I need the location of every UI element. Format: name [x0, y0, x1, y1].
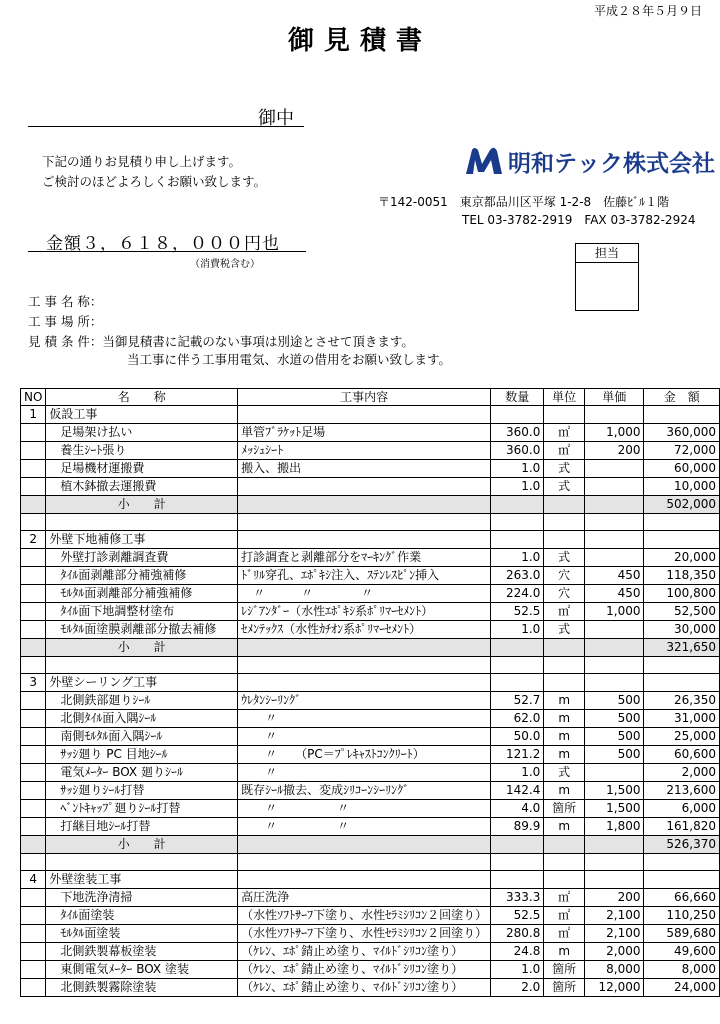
cell-content: 〃 〃 [238, 800, 491, 818]
cell-no [21, 496, 46, 514]
cell-content: 〃 （PC＝ﾌﾟﾚｷｬｽﾄｺﾝｸﾘｰﾄ） [238, 746, 491, 764]
header-amount: 金 額 [644, 389, 720, 406]
cell-price: 450 [585, 567, 644, 585]
cell-content [238, 871, 491, 889]
cell-unit [544, 406, 585, 424]
cell-qty [491, 674, 544, 692]
cell-no [21, 818, 46, 836]
cell-amount: 6,000 [644, 800, 720, 818]
cell-name: 北側鉄製霧除塗装 [46, 979, 238, 997]
cell-unit: ㎡ [544, 442, 585, 460]
cell-content [238, 657, 491, 674]
cell-content: 〃 [238, 764, 491, 782]
cell-content: ｾﾒﾝﾃｯｸｽ（水性ｶﾁｵﾝ系ﾎﾟﾘﾏｰｾﾒﾝﾄ） [238, 621, 491, 639]
cell-unit: m [544, 943, 585, 961]
cell-qty [491, 406, 544, 424]
cell-content: （ｹﾚﾝ、ｴﾎﾟ錆止め塗り、ﾏｲﾙﾄﾞｼﾘｺﾝ塗り） [238, 961, 491, 979]
cell-qty: 142.4 [491, 782, 544, 800]
cell-no [21, 692, 46, 710]
document-title: 御見積書 [287, 26, 432, 56]
cell-content [238, 478, 491, 496]
cell-unit [544, 871, 585, 889]
header-price: 単価 [585, 389, 644, 406]
cell-content: （ｹﾚﾝ、ｴﾎﾟ錆止め塗り、ﾏｲﾙﾄﾞｼﾘｺﾝ塗り） [238, 943, 491, 961]
cell-amount: 8,000 [644, 961, 720, 979]
header-no: NO [21, 389, 46, 406]
cell-amount [644, 657, 720, 674]
table-row [21, 800, 720, 818]
cell-content: （ｹﾚﾝ、ｴﾎﾟ錆止め塗り、ﾏｲﾙﾄﾞｼﾘｺﾝ塗り） [238, 979, 491, 997]
category-row [21, 406, 720, 424]
cell-price [585, 514, 644, 531]
cell-unit [544, 496, 585, 514]
cell-qty: 360.0 [491, 442, 544, 460]
cell-no [21, 961, 46, 979]
table-row [21, 764, 720, 782]
intro-line-2: ご検討のほどよろしくお願い致します。 [42, 174, 267, 189]
table-row [21, 925, 720, 943]
cell-amount: 66,660 [644, 889, 720, 907]
cell-name: ﾀｲﾙ面下地調整材塗布 [46, 603, 238, 621]
cell-amount: 52,500 [644, 603, 720, 621]
cell-no: 1 [21, 406, 46, 424]
tax-note: （消費税含む） [190, 259, 260, 270]
cell-price [585, 674, 644, 692]
cell-no [21, 442, 46, 460]
cell-name: ﾀｲﾙ面塗装 [46, 907, 238, 925]
cell-no [21, 585, 46, 603]
table-row [21, 907, 720, 925]
table-row [21, 478, 720, 496]
cell-content: 〃 〃 〃 [238, 585, 491, 603]
cell-qty: 1.0 [491, 621, 544, 639]
cell-price [585, 836, 644, 854]
cell-amount: 10,000 [644, 478, 720, 496]
header-qty: 数量 [491, 389, 544, 406]
cell-amount [644, 674, 720, 692]
cell-unit: 箇所 [544, 800, 585, 818]
cell-price [585, 496, 644, 514]
cell-content: ｳﾚﾀﾝｼｰﾘﾝｸﾞ [238, 692, 491, 710]
table-row [21, 889, 720, 907]
cell-amount: 60,000 [644, 460, 720, 478]
cell-name: 小 計 [46, 496, 238, 514]
cell-qty: 121.2 [491, 746, 544, 764]
cell-no [21, 925, 46, 943]
cell-price: 200 [585, 442, 644, 460]
cell-unit [544, 514, 585, 531]
cell-amount: 161,820 [644, 818, 720, 836]
cell-qty [491, 496, 544, 514]
cell-content: 〃 〃 [238, 818, 491, 836]
cell-qty: 89.9 [491, 818, 544, 836]
cell-price [585, 639, 644, 657]
category-row [21, 674, 720, 692]
cell-name: 外壁塗装工事 [46, 871, 238, 889]
company-phone: TEL 03-3782-2919 FAX 03-3782-2924 [462, 213, 696, 227]
cell-amount: 49,600 [644, 943, 720, 961]
cell-price: 8,000 [585, 961, 644, 979]
cell-no: 4 [21, 871, 46, 889]
cell-price: 1,500 [585, 800, 644, 818]
cell-amount: 526,370 [644, 836, 720, 854]
cell-no [21, 728, 46, 746]
cell-qty: 2.0 [491, 979, 544, 997]
cell-no [21, 710, 46, 728]
cell-unit: 式 [544, 764, 585, 782]
project-name-label: 工 事 名 称： [28, 294, 103, 309]
cell-unit: ㎡ [544, 925, 585, 943]
cell-price [585, 871, 644, 889]
table-row [21, 621, 720, 639]
cell-qty: 333.3 [491, 889, 544, 907]
cell-no [21, 603, 46, 621]
cell-price [585, 549, 644, 567]
cell-unit: 式 [544, 478, 585, 496]
cell-no [21, 567, 46, 585]
table-row [21, 549, 720, 567]
cell-no [21, 639, 46, 657]
cell-unit: ㎡ [544, 907, 585, 925]
cell-no [21, 943, 46, 961]
client-name-line [28, 104, 304, 127]
cell-content: 〃 [238, 728, 491, 746]
cell-amount: 110,250 [644, 907, 720, 925]
cell-price [585, 764, 644, 782]
cell-no [21, 549, 46, 567]
table-row [21, 567, 720, 585]
cell-price [585, 854, 644, 871]
cell-no [21, 889, 46, 907]
cell-amount [644, 854, 720, 871]
person-in-charge-label: 担当 [576, 244, 638, 263]
cell-qty: 224.0 [491, 585, 544, 603]
cell-name [46, 657, 238, 674]
cell-amount: 118,350 [644, 567, 720, 585]
project-site-label: 工 事 場 所： [28, 314, 103, 329]
cell-amount [644, 871, 720, 889]
cell-name: ﾍﾞﾝﾄｷｬｯﾌﾟ廻りｼｰﾙ打替 [46, 800, 238, 818]
cell-amount: 24,000 [644, 979, 720, 997]
subtotal-row [21, 496, 720, 514]
cell-no [21, 800, 46, 818]
company-name: 明和テック株式会社 [508, 151, 715, 177]
table-row [21, 460, 720, 478]
cell-amount: 30,000 [644, 621, 720, 639]
cell-name: 小 計 [46, 639, 238, 657]
cell-no [21, 621, 46, 639]
cell-no [21, 657, 46, 674]
estimate-table [20, 388, 720, 997]
cell-unit: 箇所 [544, 961, 585, 979]
table-row [21, 979, 720, 997]
cell-qty: 52.5 [491, 603, 544, 621]
cell-content: 打診調査と剥離部分をﾏｰｷﾝｸﾞ作業 [238, 549, 491, 567]
conditions-line-2: 当工事に伴う工事用電気、水道の借用をお願い致します。 [127, 352, 452, 367]
total-amount: 金額３，６１８，０００円也 [46, 234, 280, 254]
cell-qty: 1.0 [491, 478, 544, 496]
cell-price: 1,500 [585, 782, 644, 800]
cell-amount: 2,000 [644, 764, 720, 782]
cell-price: 500 [585, 728, 644, 746]
cell-name: ﾓﾙﾀﾙ面塗膜剥離部分撤去補修 [46, 621, 238, 639]
cell-qty: 52.5 [491, 907, 544, 925]
cell-amount: 60,600 [644, 746, 720, 764]
cell-unit [544, 531, 585, 549]
cell-unit: m [544, 746, 585, 764]
cell-qty: 1.0 [491, 549, 544, 567]
cell-name: 北側ﾀｲﾙ面入隅ｼｰﾙ [46, 710, 238, 728]
spacer-row [21, 854, 720, 871]
cell-qty [491, 657, 544, 674]
cell-price: 2,000 [585, 943, 644, 961]
cell-unit: m [544, 728, 585, 746]
cell-name: 打継目地ｼｰﾙ打替 [46, 818, 238, 836]
cell-name: 植木鉢撤去運搬費 [46, 478, 238, 496]
header-name: 名 称 [46, 389, 238, 406]
cell-qty: 24.8 [491, 943, 544, 961]
header-unit: 単位 [544, 389, 585, 406]
cell-name: 足場架け払い [46, 424, 238, 442]
cell-price [585, 460, 644, 478]
cell-qty: 4.0 [491, 800, 544, 818]
cell-amount: 26,350 [644, 692, 720, 710]
cell-name: ﾓﾙﾀﾙ面剥離部分補強補修 [46, 585, 238, 603]
conditions-label: 見 積 条 件：当御見積書に記載のない事項は別途とさせて頂きます。 [28, 334, 414, 349]
subtotal-row [21, 639, 720, 657]
cell-content: 単管ﾌﾞﾗｹｯﾄ足場 [238, 424, 491, 442]
cell-no [21, 424, 46, 442]
cell-price [585, 531, 644, 549]
cell-price: 200 [585, 889, 644, 907]
cell-no [21, 854, 46, 871]
cell-content: ﾒｯｼｭｼｰﾄ [238, 442, 491, 460]
cell-price: 12,000 [585, 979, 644, 997]
cell-content: 既存ｼｰﾙ撤去、変成ｼﾘｺｰﾝｼｰﾘﾝｸﾞ [238, 782, 491, 800]
company-address: 〒142-0051 東京都品川区平塚 1-2-8 佐藤ﾋﾞﾙ１階 [378, 195, 670, 209]
cell-price [585, 621, 644, 639]
cell-content [238, 854, 491, 871]
cell-name: 養生ｼｰﾄ張り [46, 442, 238, 460]
table-row [21, 782, 720, 800]
cell-name: 小 計 [46, 836, 238, 854]
cell-amount [644, 531, 720, 549]
cell-name: ﾀｲﾙ面剥離部分補強補修 [46, 567, 238, 585]
cell-unit: 穴 [544, 585, 585, 603]
table-row [21, 818, 720, 836]
cell-no [21, 979, 46, 997]
cell-qty: 1.0 [491, 460, 544, 478]
company-logo-mark-icon [464, 146, 504, 176]
cell-no [21, 836, 46, 854]
cell-amount: 321,650 [644, 639, 720, 657]
cell-name [46, 514, 238, 531]
cell-name: 外壁シーリング工事 [46, 674, 238, 692]
cell-name: 北側鉄部廻りｼｰﾙ [46, 692, 238, 710]
table-row [21, 442, 720, 460]
cell-content: （水性ｿﾌﾄｻｰﾌ下塗り、水性ｾﾗﾐｼﾘｺﾝ２回塗り） [238, 925, 491, 943]
cell-content [238, 514, 491, 531]
cell-unit: m [544, 782, 585, 800]
cell-qty: 52.7 [491, 692, 544, 710]
table-row [21, 710, 720, 728]
cell-unit: m [544, 692, 585, 710]
cell-price: 2,100 [585, 925, 644, 943]
cell-qty: 62.0 [491, 710, 544, 728]
table-header-row [21, 389, 720, 406]
cell-amount: 589,680 [644, 925, 720, 943]
category-row [21, 871, 720, 889]
cell-no [21, 764, 46, 782]
document-date: 平成２８年５月９日 [593, 4, 702, 18]
table-row [21, 728, 720, 746]
cell-name: 外壁打診剥離調査費 [46, 549, 238, 567]
table-row [21, 943, 720, 961]
cell-content: 〃 [238, 710, 491, 728]
cell-unit [544, 639, 585, 657]
cell-qty [491, 514, 544, 531]
cell-name: ｻｯｼ廻り PC 目地ｼｰﾙ [46, 746, 238, 764]
table-body [21, 406, 720, 997]
cell-no [21, 782, 46, 800]
cell-no: 3 [21, 674, 46, 692]
cell-content: 高圧洗浄 [238, 889, 491, 907]
cell-qty: 360.0 [491, 424, 544, 442]
cell-name: 電気ﾒｰﾀｰ BOX 廻りｼｰﾙ [46, 764, 238, 782]
table-row [21, 961, 720, 979]
cell-unit: m [544, 818, 585, 836]
cell-price [585, 478, 644, 496]
cell-content [238, 531, 491, 549]
header-content: 工事内容 [238, 389, 491, 406]
person-in-charge-box [575, 243, 639, 311]
cell-content: ﾚｼﾞｱﾝﾀﾞｰ（水性ｴﾎﾟｷｼ系ﾎﾟﾘﾏｰｾﾒﾝﾄ） [238, 603, 491, 621]
cell-price: 500 [585, 746, 644, 764]
table-row [21, 603, 720, 621]
cell-qty [491, 531, 544, 549]
cell-amount: 20,000 [644, 549, 720, 567]
cell-content: ﾄﾞﾘﾙ穿孔、ｴﾎﾟｷｼ注入、ｽﾃﾝﾚｽﾋﾟﾝ挿入 [238, 567, 491, 585]
table-row [21, 746, 720, 764]
cell-content: （水性ｿﾌﾄｻｰﾌ下塗り、水性ｾﾗﾐｼﾘｺﾝ２回塗り） [238, 907, 491, 925]
cell-unit: 式 [544, 549, 585, 567]
spacer-row [21, 514, 720, 531]
cell-qty: 1.0 [491, 764, 544, 782]
cell-no [21, 460, 46, 478]
cell-qty [491, 836, 544, 854]
cell-amount: 213,600 [644, 782, 720, 800]
category-row [21, 531, 720, 549]
cell-name: 外壁下地補修工事 [46, 531, 238, 549]
cell-unit [544, 657, 585, 674]
cell-qty [491, 639, 544, 657]
cell-name: ｻｯｼ廻りｼｰﾙ打替 [46, 782, 238, 800]
cell-price: 2,100 [585, 907, 644, 925]
cell-name: 足場機材運搬費 [46, 460, 238, 478]
cell-name: 仮設工事 [46, 406, 238, 424]
cell-price [585, 406, 644, 424]
cell-amount: 100,800 [644, 585, 720, 603]
cell-name: 東側電気ﾒｰﾀｰ BOX 塗装 [46, 961, 238, 979]
cell-amount [644, 406, 720, 424]
cell-price [585, 657, 644, 674]
cell-unit: m [544, 710, 585, 728]
cell-content [238, 496, 491, 514]
cell-amount: 72,000 [644, 442, 720, 460]
table-row [21, 585, 720, 603]
total-amount-line [28, 229, 306, 252]
cell-qty [491, 871, 544, 889]
cell-price: 500 [585, 710, 644, 728]
cell-content [238, 836, 491, 854]
cell-price: 1,000 [585, 424, 644, 442]
cell-qty: 280.8 [491, 925, 544, 943]
cell-amount: 31,000 [644, 710, 720, 728]
cell-content: 搬入、搬出 [238, 460, 491, 478]
cell-unit: ㎡ [544, 424, 585, 442]
cell-name [46, 854, 238, 871]
table-row [21, 692, 720, 710]
spacer-row [21, 657, 720, 674]
cell-unit [544, 674, 585, 692]
intro-line-1: 下記の通りお見積り申し上げます。 [42, 154, 242, 169]
cell-unit [544, 854, 585, 871]
cell-price: 1,000 [585, 603, 644, 621]
cell-unit: 箇所 [544, 979, 585, 997]
cell-amount: 360,000 [644, 424, 720, 442]
cell-content [238, 639, 491, 657]
cell-amount: 25,000 [644, 728, 720, 746]
cell-no [21, 907, 46, 925]
cell-amount: 502,000 [644, 496, 720, 514]
cell-no [21, 478, 46, 496]
cell-amount [644, 514, 720, 531]
cell-price: 1,800 [585, 818, 644, 836]
cell-qty: 263.0 [491, 567, 544, 585]
cell-unit: 式 [544, 621, 585, 639]
cell-name: ﾓﾙﾀﾙ面塗装 [46, 925, 238, 943]
cell-unit: 式 [544, 460, 585, 478]
cell-content [238, 674, 491, 692]
table-row [21, 424, 720, 442]
cell-qty: 50.0 [491, 728, 544, 746]
cell-no [21, 514, 46, 531]
cell-price: 500 [585, 692, 644, 710]
client-suffix: 御中 [258, 108, 294, 129]
cell-no [21, 746, 46, 764]
cell-no: 2 [21, 531, 46, 549]
cell-unit [544, 836, 585, 854]
cell-name: 北側鉄製幕板塗装 [46, 943, 238, 961]
cell-qty: 1.0 [491, 961, 544, 979]
cell-qty [491, 854, 544, 871]
cell-name: 下地洗浄清掃 [46, 889, 238, 907]
cell-unit: 穴 [544, 567, 585, 585]
cell-unit: ㎡ [544, 889, 585, 907]
cell-content [238, 406, 491, 424]
cell-price: 450 [585, 585, 644, 603]
cell-name: 南側ﾓﾙﾀﾙ面入隅ｼｰﾙ [46, 728, 238, 746]
cell-unit: ㎡ [544, 603, 585, 621]
subtotal-row [21, 836, 720, 854]
